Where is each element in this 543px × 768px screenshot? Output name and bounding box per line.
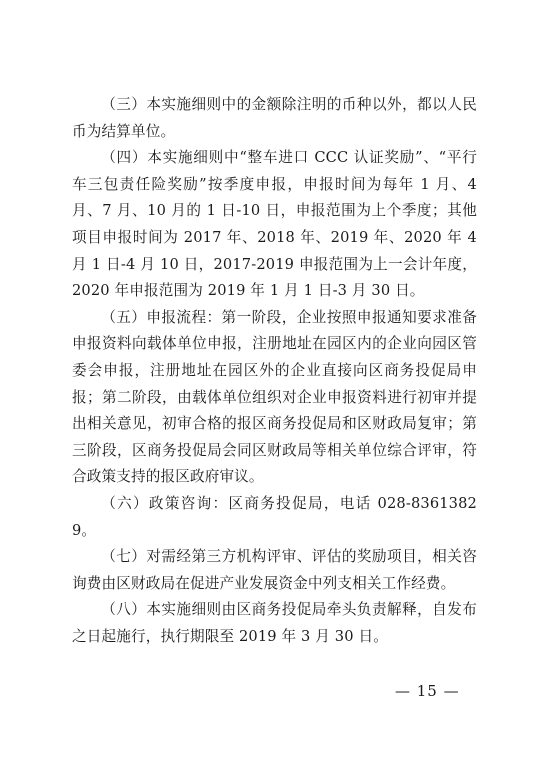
paragraph-7-third-party-review: （七）对需经第三方机构评审、评估的奖励项目，相关咨询费由区财政局在促进产业发展资金中列支相关工作经费。: [72, 548, 477, 592]
paragraph-4-application-time: （四）本实施细则中“整车进口 CCC 认证奖励”、“平行车三包责任险奖励”按季度申报，申报时间为每年 1 月、4 月、7 月、10 月的 1 日-10 日，申报范围为上个季度；其他项目申报时间为 2017 年、2018 年、2019 年、2020 年 4 月 1 日-4 月 10 日，2017-2019 申报范围为上一会计年度，2020 年申报范围为 2019 年 1 月 1 日-3 月 30 日。: [72, 149, 477, 300]
paragraph-6-policy-consultation: （六）政策咨询：区商务投促局，电话 028-83613829。: [72, 494, 477, 539]
paragraph-8-interpretation: （八）本实施细则由区商务投促局牵头负责解释，自发布之日起施行，执行期限至 2019 年 3 月 30 日。: [72, 601, 477, 645]
paragraph-5-application-process: （五）申报流程：第一阶段，企业按照申报通知要求准备申报资料向载体单位申报，注册地址在园区内的企业向园区管委会申报，注册地址在园区外的企业直接向区商务投促局申报；第二阶段，由载体单位组织对企业申报资料进行初审并提出相关意见，初审合格的报区商务投促局和区财政局复审；第三阶段，区商务投促局会同区财政局等相关单位综合评审，符合政策支持的报区政府审议。: [72, 308, 477, 486]
paragraph-3-currency: （三）本实施细则中的金额除注明的币种以外，都以人民币为结算单位。: [72, 96, 477, 140]
document-body: [72, 92, 477, 650]
page-number: — 15 —: [395, 682, 460, 700]
